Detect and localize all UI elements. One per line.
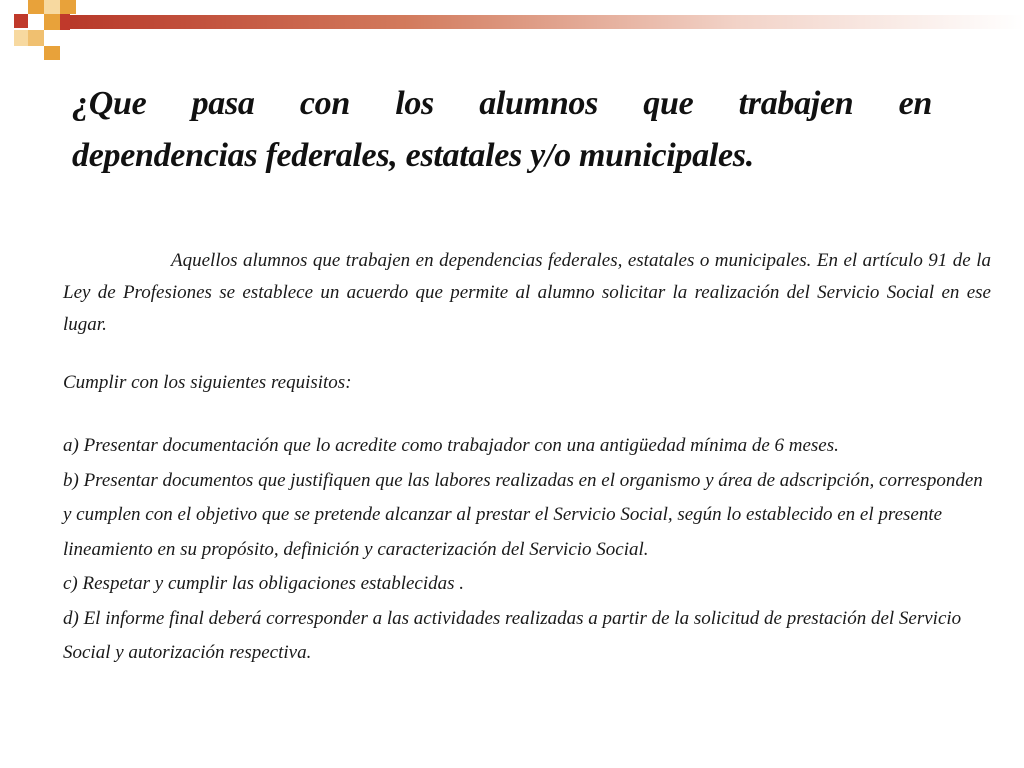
deco-square [14,14,28,28]
title-line-1: ¿Que pasa con los alumnos que trabajen en [72,85,932,122]
slide-body [63,245,991,671]
slide-title [72,78,932,182]
title-line-2: dependencias federales, estatales y/o municipales. [72,137,754,174]
requirement-item: a) Presentar documentación que lo acredite como trabajador con una antigüedad mínima de 6 meses. [63,435,839,456]
requirement-item: d) El informe final deberá corresponder a las actividades realizadas a partir de la solicitud de prestación del Servicio Social y autorización respectiva. [63,607,962,663]
deco-square [28,0,44,14]
requirement-item: b) Presentar documentos que justifiquen que las labores realizadas en el organismo y área de adscripción, corresponden y cumplen con el objetivo que se pretende alcanzar al prestar el Servicio Social, según lo establecido en el presente lineamiento en su propósito, definición y caracterización del Servicio Social. [63,469,983,560]
deco-square [14,30,28,46]
requirements-heading: Cumplir con los siguientes requisitos: [63,372,352,393]
header-gradient-bar [70,15,1024,29]
header-decoration [0,0,1024,60]
deco-square [28,30,44,46]
deco-square [60,14,70,30]
deco-square [44,14,60,30]
deco-square [60,0,76,14]
deco-square [44,46,60,60]
requirements-list [63,429,991,671]
intro-paragraph: Aquellos alumnos que trabajen en dependencias federales, estatales o municipales. En el artículo 91 de la Ley de Profesiones se establece un acuerdo que permite al alumno solicitar la realización del Servicio Social en ese lugar. [63,250,991,335]
requirement-item: c) Respetar y cumplir las obligaciones establecidas . [63,573,465,594]
deco-square [44,0,60,14]
